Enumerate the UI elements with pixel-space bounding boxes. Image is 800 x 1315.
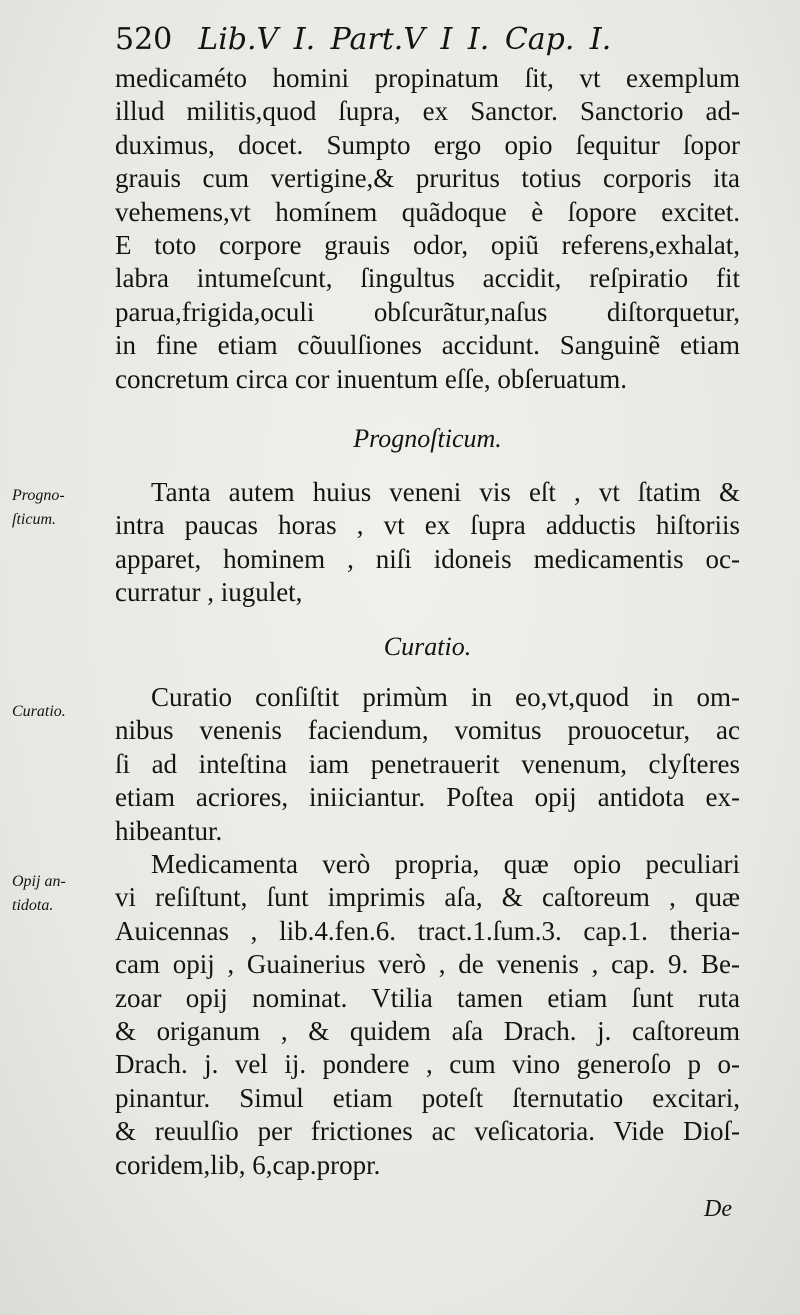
paragraph-treatment bbox=[115, 681, 740, 848]
text-line: & origanum , & quidem aſa Drach. j. caſtoreum bbox=[115, 1016, 740, 1047]
text-line: ſi ad inteſtina iam penetrauerit venenum, clyſteres bbox=[115, 748, 740, 779]
text-line: Auicennas , lib.4.fen.6. tract.1.ſum.3. cap.1. theria- bbox=[115, 915, 740, 946]
text-line: concretum circa cor inuentum eſſe, obſeruatum. bbox=[115, 363, 628, 394]
text-line: nibus venenis faciendum, vomitus prouocetur, ac bbox=[115, 715, 740, 746]
margin-note-curatio bbox=[12, 700, 110, 724]
margin-note-line: Progno- bbox=[12, 487, 65, 504]
margin-note-line: Curatio. bbox=[12, 703, 66, 720]
paragraph-remedies bbox=[115, 848, 740, 1182]
margin-note-line: tidota. bbox=[12, 897, 54, 914]
text-line: Medicamenta verò propria, quæ opio peculiari bbox=[151, 849, 740, 879]
running-header bbox=[115, 22, 611, 62]
text-line: etiam acriores, iniiciantur. Poſtea opij antidota ex- bbox=[115, 782, 740, 813]
text-line: medicaméto homini propinatum ſit, vt exemplum bbox=[115, 63, 740, 93]
margin-note-opij-antidota bbox=[12, 870, 110, 918]
margin-note-line: Opij an- bbox=[12, 873, 66, 890]
text-line: parua,frigida,oculi obſcurãtur,naſus diſtorquetur, bbox=[115, 296, 740, 327]
text-line: zoar opij nominat. Vtilia tamen etiam ſunt ruta bbox=[115, 982, 740, 1013]
text-line: in fine etiam cõuulſiones accidunt. Sanguinẽ etiam bbox=[115, 330, 740, 361]
text-line: intra paucas horas , vt ex ſupra adductis hiſtoriis bbox=[115, 510, 740, 541]
text-line: apparet, hominem , niſi idoneis medicamentis oc- bbox=[115, 543, 740, 574]
text-line: duximus, docet. Sumpto ergo opio ſequitur ſopor bbox=[115, 129, 740, 160]
section-heading-prognosticum: Prognoſticum. bbox=[353, 424, 502, 453]
text-line: & reuulſio per frictiones ac veſicatoria. Vide Dioſ- bbox=[115, 1116, 740, 1147]
paragraph-prognosis bbox=[115, 476, 740, 610]
text-line: pinantur. Simul etiam poteſt ſternutatio excitari, bbox=[115, 1082, 740, 1113]
section-heading-curatio: Curatio. bbox=[383, 632, 472, 661]
catchword: De bbox=[704, 1196, 732, 1222]
text-line: Drach. j. vel ij. pondere , cum vino generoſo p o- bbox=[115, 1049, 740, 1080]
text-line: E toto corpore grauis odor, opiũ referens,exhalat, bbox=[115, 230, 740, 261]
text-line: vehemens,vt homínem quãdoque è ſopore excitet. bbox=[115, 196, 740, 227]
text-line: Tanta autem huius veneni vis eſt , vt ſtatim & bbox=[151, 477, 740, 507]
text-line: illud militis,quod ſupra, ex Sanctor. Sanctorio ad- bbox=[115, 96, 740, 127]
text-line: labra intumeſcunt, ſingultus accidit, reſpiratio fit bbox=[115, 263, 740, 294]
text-line: hibeantur. bbox=[115, 815, 223, 846]
text-line: curratur , iugulet, bbox=[115, 577, 303, 608]
text-line: cam opij , Guainerius verò , de venenis , cap. 9. Be- bbox=[115, 949, 740, 980]
paragraph-symptoms bbox=[115, 62, 740, 396]
margin-note-prognosticum bbox=[12, 484, 110, 532]
margin-note-line: ſticum. bbox=[12, 511, 56, 528]
page-number: 520 bbox=[115, 22, 173, 57]
text-line: vi reſiſtunt, ſunt imprimis aſa, & caſtoreum , quæ bbox=[115, 882, 740, 913]
text-line: Curatio conſiſtit primùm in eo,vt,quod in om- bbox=[151, 682, 740, 712]
text-line: grauis cum vertigine,& pruritus totius corporis ita bbox=[115, 163, 740, 194]
text-line: coridem,lib, 6,cap.propr. bbox=[115, 1149, 381, 1180]
running-head-text: Lib.V I. Part.V I I. Cap. I. bbox=[198, 22, 612, 57]
